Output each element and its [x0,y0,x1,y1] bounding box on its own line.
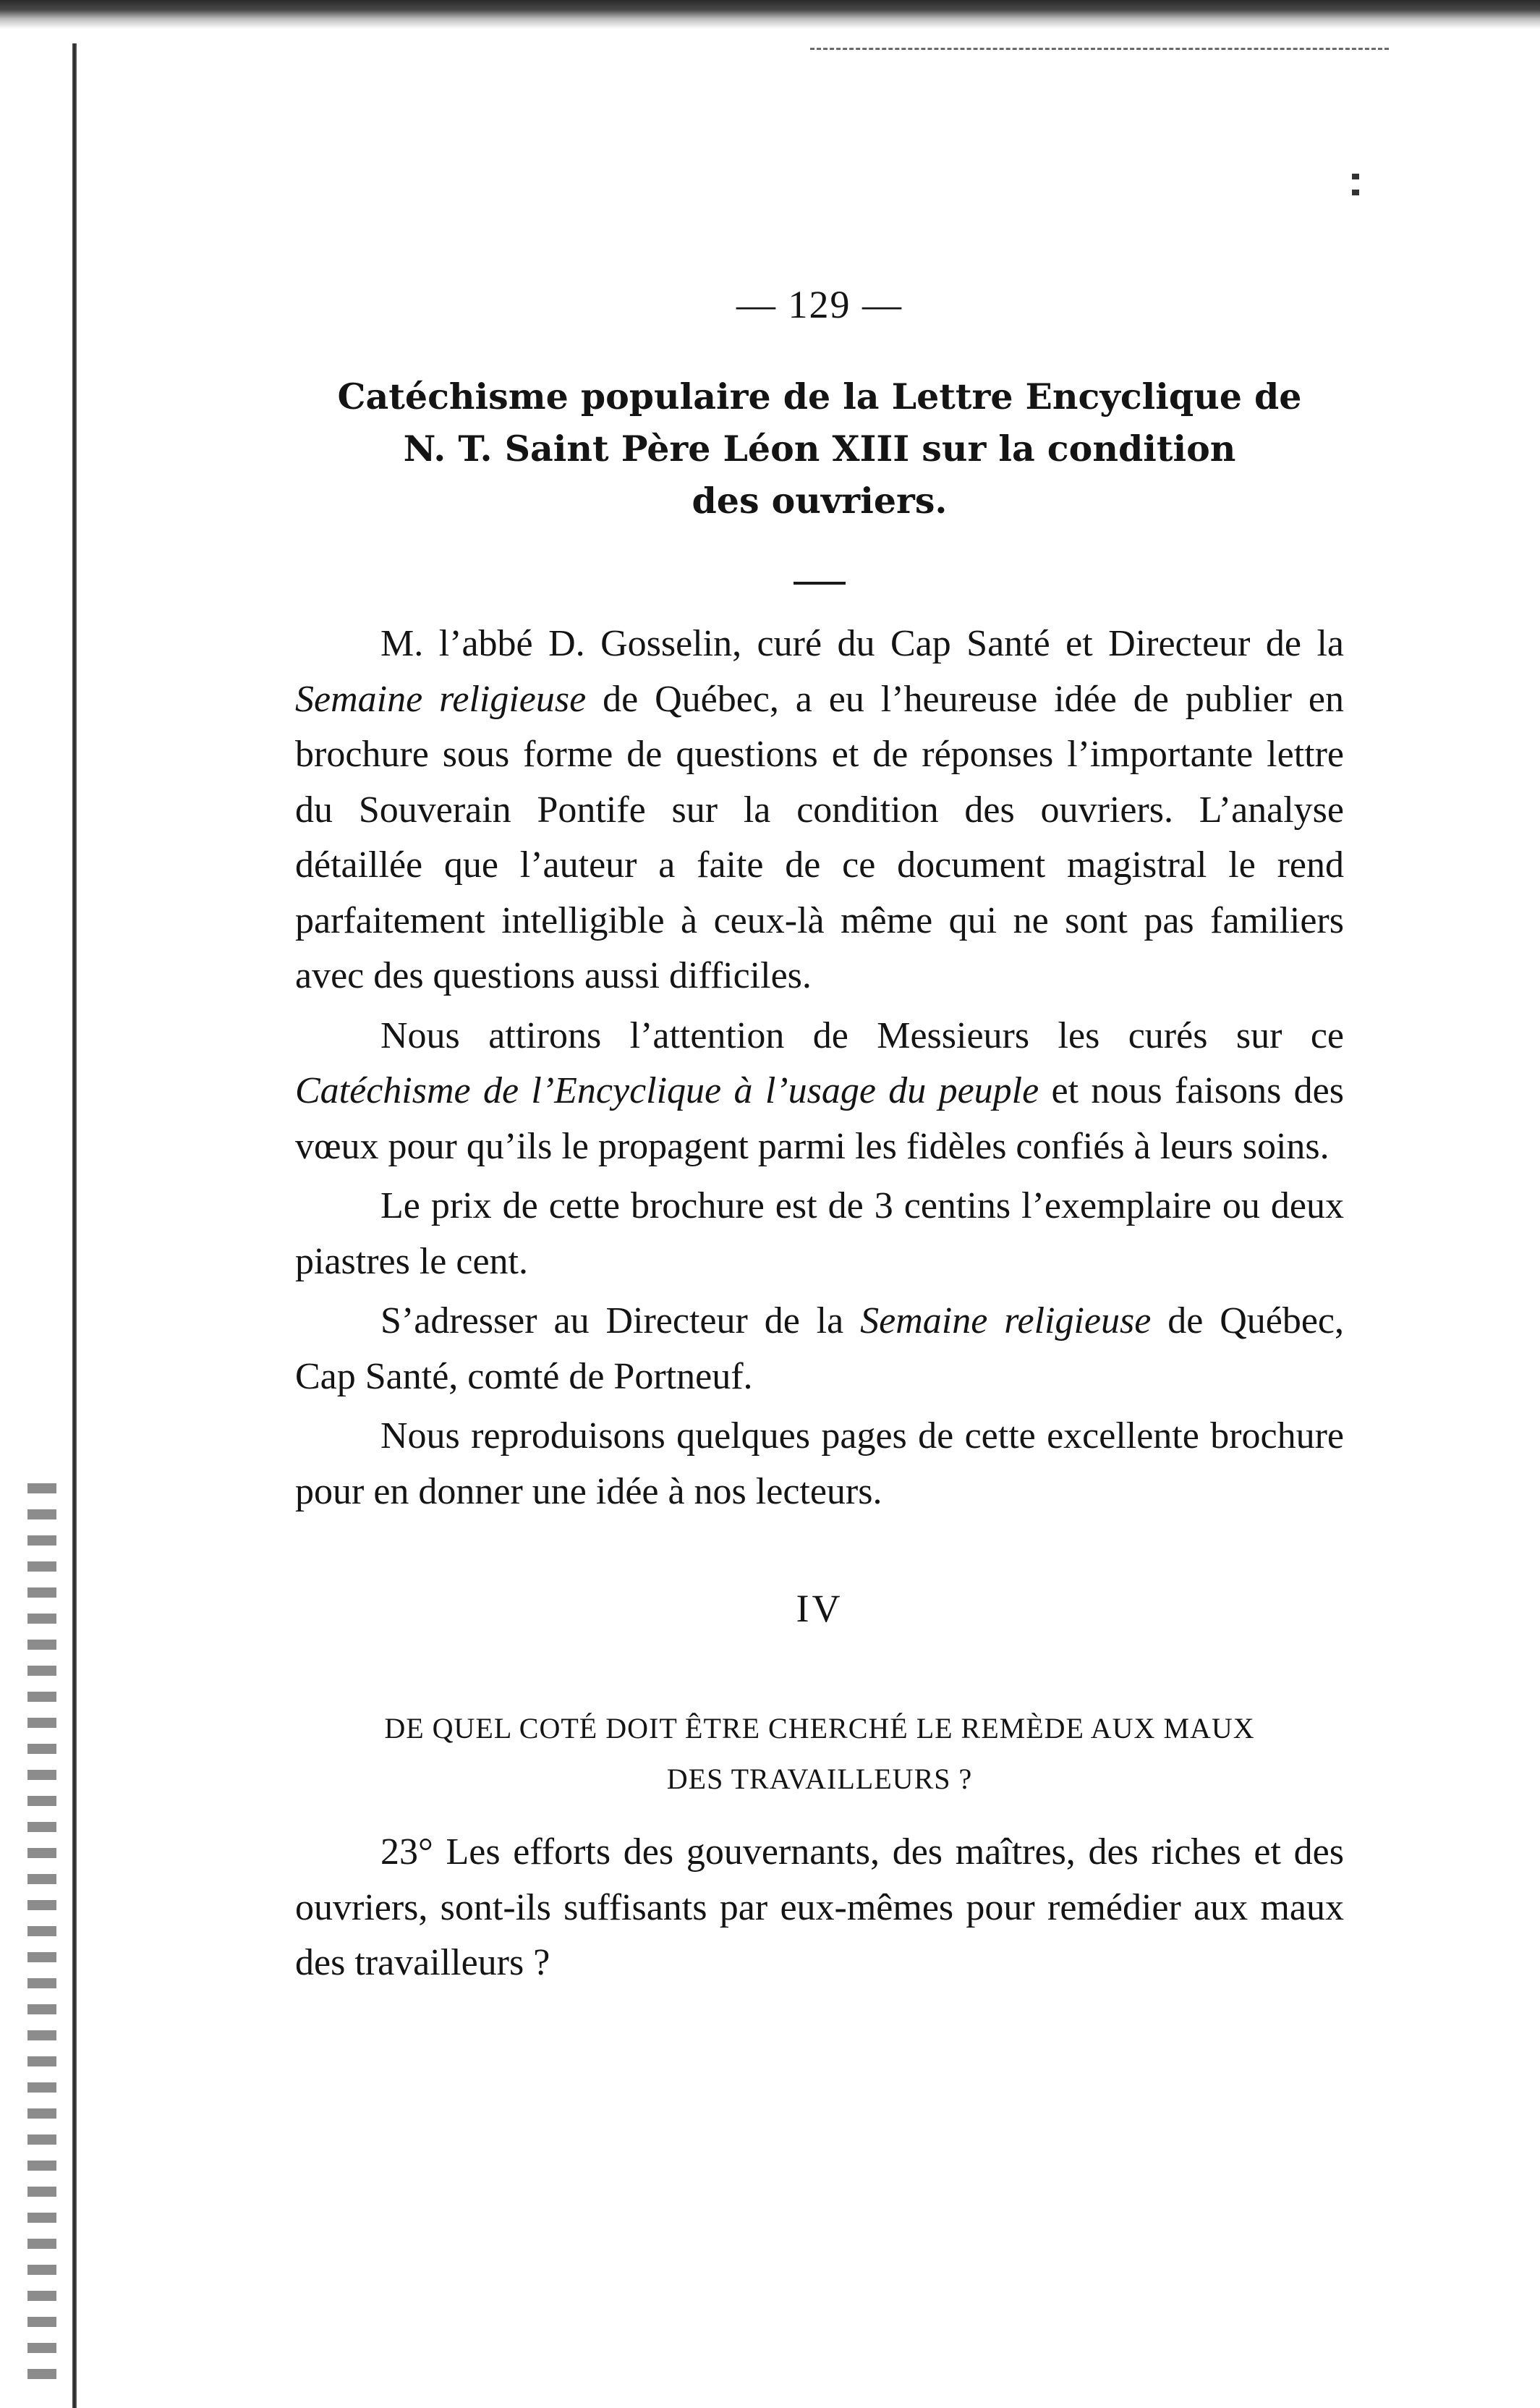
paragraph-text: Le prix de cette brochure est de 3 centins l’exemplaire ou deux piastres le cent. [295,1185,1344,1282]
heading-line: des ouvriers. [692,480,948,522]
paragraph-text: Nous attirons l’attention de Messieurs les curés sur ce [380,1014,1344,1056]
scan-top-edge [0,0,1540,29]
scan-left-binding-line [72,43,77,2408]
heading-line: N. T. Saint Père Léon XIII sur la condition [403,428,1236,470]
paragraph [295,1179,1344,1289]
subheading-line: DES TRAVAILLEURS ? [666,1763,973,1795]
paragraph [295,616,1344,1004]
paragraph-text: S’adresser au Directeur de la [380,1300,861,1341]
italic-title: Catéchisme de l’Encyclique à l’usage du peuple [295,1070,1039,1111]
paragraph [295,1294,1344,1404]
paragraph-text: de Québec, Cap Santé, comté de Portneuf. [295,1300,1345,1397]
paragraph [295,1009,1344,1175]
italic-title: Semaine religieuse [860,1300,1152,1341]
scan-right-dots [1352,174,1359,203]
catechism-question: 23° Les efforts des gouvernants, des maîtres, des riches et des ouvriers, sont-ils suffisants par eux-mêmes pour remédier aux maux des travailleurs ? [295,1831,1344,1983]
italic-title: Semaine religieuse [295,678,587,720]
heading-line: Catéchisme populaire de la Lettre Encyclique de [337,376,1302,417]
section-number: IV [796,1587,843,1630]
page-number: — 129 — [736,283,903,326]
paragraph-text: et nous faisons des vœux pour qu’ils le propagent parmi les fidèles confiés à leurs soins. [295,1070,1344,1167]
paragraph-text: M. l’abbé D. Gosselin, curé du Cap Santé et Directeur de la [380,623,1344,664]
paragraph-text: de Québec, a eu l’heureuse idée de publier en brochure sous forme de questions et de réponses l’importante lettre du Souverain Pontife sur la condition des ouvriers. L’analyse détaillée que l’auteur a faite de ce document magistral le rend parfaitement intelligible à ceux-là même qui ne sont pas familiers avec des questions aussi difficiles. [295,678,1344,996]
scan-left-specks [27,1483,56,2388]
paragraph-text: Nous reproduisons quelques pages de cette excellente brochure pour en donner une idée à nos lecteurs. [295,1415,1344,1512]
section-subheading [295,1703,1344,1805]
section-divider [794,582,846,585]
page-body [295,282,1344,1991]
paragraph [295,1409,1344,1519]
article-heading [295,370,1344,527]
scan-top-dash [810,48,1389,50]
subheading-line: DE QUEL COTÉ DOIT ÊTRE CHERCHÉ LE REMÈDE AUX MAUX [384,1712,1255,1744]
